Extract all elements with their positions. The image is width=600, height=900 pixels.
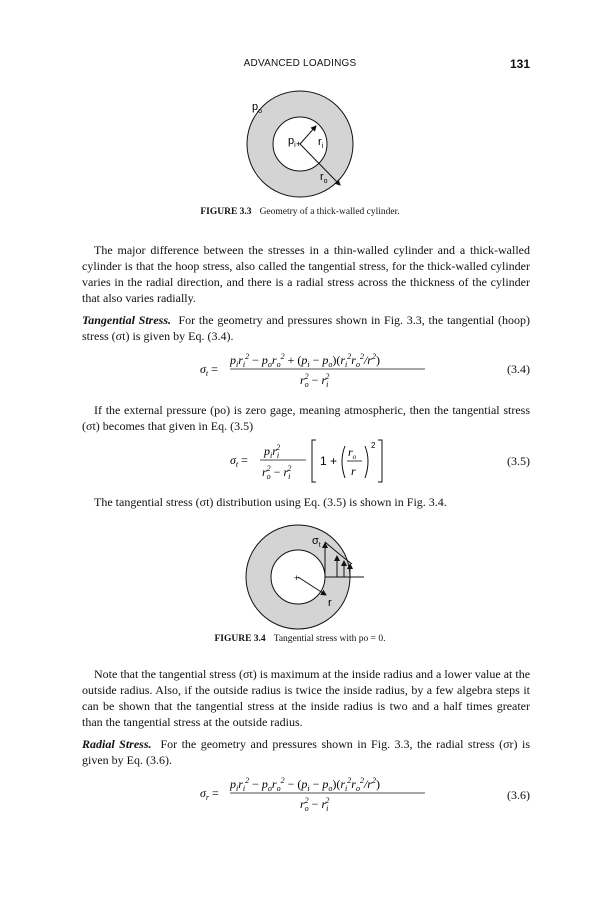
equation-3-6-number: (3.6) <box>507 788 530 802</box>
figure-3-3-diagram <box>230 88 370 206</box>
figure-3-4-caption: FIGURE 3.4 Tangential stress with po = 0. <box>214 634 386 644</box>
page-number: 131 <box>509 57 530 71</box>
equation-3-5-number: (3.5) <box>507 454 530 468</box>
svg-text:1 +: 1 + <box>320 454 338 468</box>
tangential-stress-intro: Tangential Stress. For the geometry and pressures shown in Fig. 3.3, the tangential (hoop) stress (σt) is given by Eq. (3.4). <box>82 313 530 343</box>
svg-text:piri2 − poro2 − (pi − po)(ri2r: $p_ir_i^2 - p_or_o^2 - (p_i - p_o)(r_i^2r_o^2/r^2)$ <box>230 776 380 793</box>
figure-3-4-diagram <box>240 520 370 632</box>
label-po: $p_o$ <box>252 101 263 115</box>
paragraph-max-tangential: Note that the tangential stress (σt) is maximum at the inside radius and a lower value at the outside radius. Also, if the outside radius is twice the inside radius, by a few algebra steps it can be shown that the tangential stress at the inside radius is two and a half times greater than the tangential stress at the outside radius. <box>82 667 531 729</box>
label-ri: $r_i$ <box>318 136 324 150</box>
figure-3-3-caption: FIGURE 3.3 Geometry of a thick-walled cylinder. <box>200 207 400 217</box>
svg-text:ro2 − ri2: $r_o2 - r_i2$ <box>262 464 292 481</box>
paragraph-external-pressure: If the external pressure (po) is zero gage, meaning atmospheric, then the tangential stress (σt) becomes that given in Eq. (3.5) <box>82 403 530 433</box>
svg-text:σt =: $\sigma_t$ = <box>200 362 218 378</box>
paragraph-distribution-ref: The tangential stress (σt) distribution using Eq. (3.5) is shown in Fig. 3.4. <box>94 495 447 509</box>
label-sigma-t: $\sigma_t$ <box>312 535 321 549</box>
svg-text:piri2: $p_ir_i2$ <box>264 443 281 460</box>
equation-3-5 <box>230 436 390 486</box>
svg-text:2: 2 <box>371 441 376 450</box>
label-pi: $p_i$ <box>288 135 296 149</box>
svg-text:r: r <box>351 464 356 478</box>
svg-text:σr =: $\sigma_r$ = <box>200 786 219 802</box>
svg-text:ro: $r_o$ <box>348 445 357 461</box>
svg-text:+: + <box>294 573 300 583</box>
svg-text:ro2 − ri2: $r_o2 - r_i2$ <box>300 372 330 388</box>
running-header: ADVANCED LOADINGS <box>243 58 357 69</box>
equation-3-4 <box>200 348 430 388</box>
svg-text:ro2 − ri2: $r_o2 - r_i2$ <box>300 796 330 813</box>
radial-stress-intro: Radial Stress. For the geometry and pressures shown in Fig. 3.3, the radial stress (σr) is given by Eq. (3.6). <box>82 737 531 767</box>
label-r: r <box>328 597 332 609</box>
svg-text:+: + <box>296 139 302 149</box>
svg-text:σt =: $\sigma_t$ = <box>230 453 248 469</box>
label-ro: $r_o$ <box>320 171 328 185</box>
svg-text:piri2 − poro2 + (pi − po)(ri2r: $p_ir_i^2 - p_or_o^2 + (p_i - p_o)(r_i^2r_o^2/r^2)$ <box>230 352 380 369</box>
equation-3-6 <box>200 772 430 814</box>
paragraph-thick-vs-thin: The major difference between the stresses in a thin-walled cylinder and a thick-walled cylinder is that the hoop stress, also called the tangential stress, for the thick-walled cylinder varies in the radial direction, and there is a radial stress across the thickness of the cylinder that also varies radially. <box>82 243 530 305</box>
equation-3-4-number: (3.4) <box>507 362 530 376</box>
